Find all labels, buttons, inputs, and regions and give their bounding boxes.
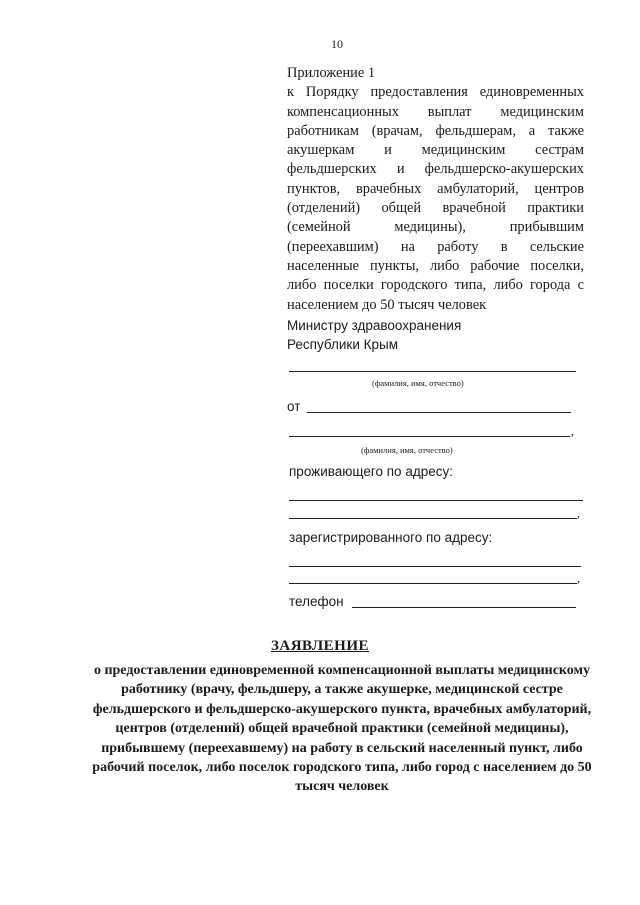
from-label: от — [287, 399, 301, 414]
annex-body: к Порядку предоставления единовременных компенсационных выплат медицинским работникам (врачам, фельдшерам, а также акушеркам и медицинским сестрам фельдшерских и фельдшерско-акушерских пунктов, врачебных амбулаторий, центров (отделений) общей врачебной практики (семейной медицины), прибывшим (переехавшим) на работу в сельские населенные пункты, либо рабочие поселки, либо поселки городского типа, либо города с населением до 50 тысяч человек — [287, 84, 584, 313]
registration-address-line-2[interactable] — [289, 583, 577, 584]
annex-block — [287, 64, 584, 315]
residence-address-line-1[interactable] — [289, 500, 583, 501]
fio-hint-1: (фамилия, имя, отчество) — [372, 378, 464, 388]
comma-1: , — [571, 424, 574, 438]
comma-2: , — [577, 506, 580, 520]
applicant-name-line-1[interactable] — [307, 412, 571, 413]
recipient-name-line[interactable] — [289, 371, 576, 372]
registered-label: зарегистрированного по адресу: — [289, 530, 493, 545]
phone-label: телефон — [289, 594, 344, 609]
comma-3: , — [577, 571, 580, 585]
recipient-line-1: Министру здравоохранения — [287, 318, 462, 333]
document-heading-text: ЗАЯВЛЕНИЕ — [270, 638, 370, 654]
residence-address-line-2[interactable] — [289, 518, 577, 519]
fio-hint-2: (фамилия, имя, отчество) — [361, 445, 453, 455]
application-subject: о предоставлении единовременной компенсационной выплаты медицинскому работнику (врачу, фельдшеру, а также акушерке, медицинской сестре фельдшерского и фельдшерско-акушерского пункта, врачебных амбулаторий, центров (отделений) общей врачебной практики (семейной медицины), прибывшему (переехавшему) на работу в сельский населенный пункт, либо рабочий поселок, либо поселок городского типа, либо город с населением до 50 тысяч человек — [92, 663, 592, 795]
recipient-block — [287, 316, 461, 354]
residing-label: проживающего по адресу: — [289, 464, 453, 479]
applicant-name-line-2[interactable] — [289, 436, 570, 437]
annex-title: Приложение 1 — [287, 65, 376, 81]
phone-line[interactable] — [352, 607, 576, 608]
page-number: 10 — [331, 37, 343, 51]
document-heading — [0, 638, 640, 655]
registration-address-line-1[interactable] — [289, 566, 581, 567]
recipient-line-2: Республики Крым — [287, 337, 398, 352]
